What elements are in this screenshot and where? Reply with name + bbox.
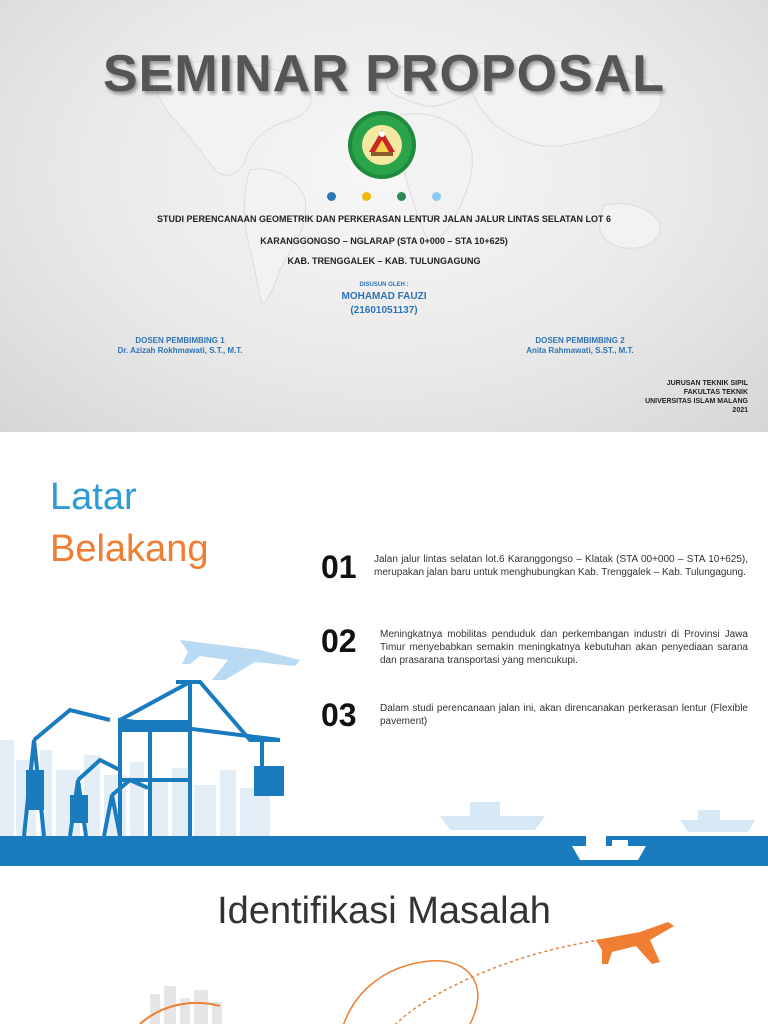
point-number-01: 01	[321, 549, 357, 585]
title-slide	[0, 0, 768, 432]
affiliation-year: 2021	[732, 407, 748, 414]
dot-green	[397, 192, 406, 201]
container-icon	[254, 766, 284, 796]
thesis-title-line2: KARANGGONGSO – NGLARAP (STA 0+000 – STA 10+625)	[260, 236, 508, 246]
student-name: MOHAMAD FAUZI	[341, 291, 427, 302]
point-number-03: 03	[321, 697, 357, 733]
airplane-icon	[180, 640, 300, 680]
dot-yellow	[362, 192, 371, 201]
affiliation-faculty: FAKULTAS TEKNIK	[683, 389, 748, 396]
point-number-02: 02	[321, 623, 357, 659]
university-logo	[347, 110, 417, 180]
slide-title: SEMINAR PROPOSAL	[102, 45, 666, 103]
advisor1-label: DOSEN PEMBIMBING 1	[135, 336, 225, 345]
section-title-latar: Latar	[50, 476, 137, 518]
slide-title-identifikasi: Identifikasi Masalah	[217, 890, 551, 932]
advisor2-label: DOSEN PEMBIMBING 2	[535, 336, 625, 345]
affiliation-university: UNIVERSITAS ISLAM MALANG	[645, 398, 748, 405]
advisor1-name: Dr. Azizah Rokhmawati, S.T., M.T.	[117, 346, 243, 355]
dot-blue	[327, 192, 336, 201]
point-text-01: Jalan jalur lintas selatan lot.6 Karanggongso – Klatak (STA 00+000 – STA 10+625), merupakan jalan baru untuk menghubungkan Kab. Trenggalek – Kab. Tulungagung.	[374, 554, 748, 578]
student-id: (21601051137)	[350, 305, 418, 316]
decorative-dots	[0, 192, 768, 201]
affiliation-block	[645, 379, 748, 415]
thesis-title-line3: KAB. TRENGGALEK – KAB. TULUNGAGUNG	[287, 256, 481, 266]
prepared-by-label: DISUSUN OLEH :	[359, 282, 409, 288]
point-text-03: Dalam studi perencanaan jalan ini, akan direncanakan perkerasan lentur (Flexible pavement)	[380, 703, 748, 727]
section-title-belakang: Belakang	[50, 528, 209, 570]
thesis-title-line1: STUDI PERENCANAAN GEOMETRIK DAN PERKERASAN LENTUR JALAN JALUR LINTAS SELATAN LOT 6	[156, 214, 611, 224]
affiliation-department: JURUSAN TEKNIK SIPIL	[666, 380, 748, 387]
point-text-02: Meningkatnya mobilitas penduduk dan perkembangan industri di Provinsi Jawa Timur menyebabkan semakin meningkatnya kebutuhan akan penyediaan sarana dan prasarana transportasi yang mencukupi.	[380, 629, 748, 666]
dot-light-blue	[432, 192, 441, 201]
advisor2-name: Anita Rahmawati, S.ST., M.T.	[526, 346, 634, 355]
port-illustration	[0, 620, 768, 866]
